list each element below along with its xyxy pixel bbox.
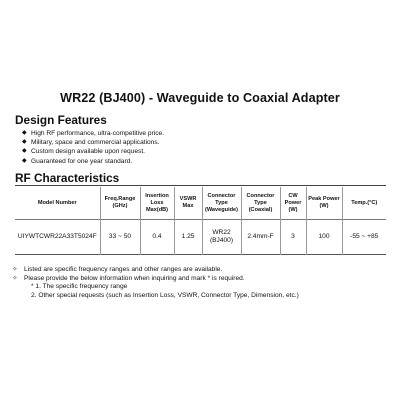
header-line: (GHz) (112, 203, 128, 209)
header-line: Insertion (145, 192, 169, 199)
feature-text: Custom design available upon request. (31, 148, 145, 156)
list-item (22, 129, 164, 138)
note-text: Please provide the below information when inquiring and mark * is required. (24, 274, 245, 282)
table-row (15, 220, 386, 255)
diamond-bullet-icon: ◆ (22, 139, 27, 146)
cell-line: 33 ~ 50 (108, 232, 132, 240)
header-line: (W) (319, 203, 329, 209)
column-header (15, 187, 100, 220)
table-cell (100, 220, 140, 255)
header-line: Connector (207, 192, 236, 199)
header-line: Connector (246, 192, 275, 199)
column-header (241, 187, 280, 220)
cell-line: 3 (291, 232, 295, 240)
diamond-bullet-icon: ◆ (22, 130, 27, 136)
table-cell (280, 220, 306, 255)
column-header (280, 187, 306, 220)
header-line: (Coaxial) (248, 206, 273, 213)
note-text: Listed are specific frequency ranges and other ranges are available. (24, 266, 223, 273)
column-header (140, 187, 174, 220)
cell-line: UIYWTCWR22A33T5024F (17, 232, 97, 240)
header-line: (W) (288, 206, 298, 213)
design-features-list (22, 129, 164, 166)
header-line: Freq.Range (104, 196, 136, 202)
column-header (342, 187, 386, 220)
table-cell (306, 220, 342, 255)
header-line: VSWR (179, 196, 197, 202)
note-item (12, 266, 299, 275)
column-header (306, 187, 342, 220)
header-line: (Waveguide) (204, 206, 239, 213)
column-header (174, 187, 202, 220)
four-point-star-icon: ✧ (12, 266, 18, 273)
header-line: Temp.(°C) (351, 199, 378, 206)
design-features-heading: Design Features (15, 113, 107, 127)
table-cell (15, 220, 100, 255)
cell-line: 0.4 (152, 232, 162, 240)
diamond-bullet-icon: ◆ (22, 157, 27, 164)
header-line: Max(dB) (145, 206, 169, 213)
heading-divider (15, 185, 386, 186)
list-item (22, 147, 164, 156)
rf-characteristics-heading: RF Characteristics (15, 171, 120, 185)
notes-section (12, 266, 299, 300)
page-title: WR22 (BJ400) - Waveguide to Coaxial Adapter (60, 91, 340, 105)
diamond-bullet-icon: ◆ (22, 148, 27, 155)
cell-line: (BJ400) (209, 237, 234, 244)
header-line: Model Number (37, 199, 77, 206)
header-line: Type (254, 199, 267, 206)
table-header-row (15, 187, 386, 220)
table-body (15, 220, 386, 255)
cell-line: 2.4mm-F (247, 232, 274, 240)
cell-line: 1.25 (181, 232, 195, 240)
header-line: Type (215, 199, 228, 206)
cell-line: 100 (318, 232, 330, 240)
table-cell (140, 220, 174, 255)
table-cell (174, 220, 202, 255)
note-sub-item: * 1. The specific frequency range (31, 283, 128, 291)
feature-text: Guaranteed for one year standard. (31, 157, 133, 165)
list-item (22, 157, 164, 166)
header-line: Peak Power (308, 196, 340, 202)
rf-characteristics-table (15, 187, 386, 255)
list-item (22, 138, 164, 147)
header-line: CW (288, 192, 298, 199)
feature-text: Military, space and commercial applications. (31, 139, 160, 147)
header-line: Max (182, 203, 194, 209)
feature-text: High RF performance, ultra-competitive price. (31, 130, 165, 137)
note-sub-item: 2. Other special requests (such as Insertion Loss, VSWR, Connector Type, Dimension, etc.) (31, 291, 299, 299)
note-item (12, 275, 299, 284)
column-header (202, 187, 241, 220)
column-header (100, 187, 140, 220)
table-cell (241, 220, 280, 255)
header-line: Loss (150, 199, 164, 206)
table-cell (202, 220, 241, 255)
cell-line: -55 ~ +85 (350, 232, 379, 240)
header-line: Power (284, 199, 302, 206)
table-cell (342, 220, 386, 255)
four-point-star-icon: ✧ (12, 274, 18, 282)
cell-line: WR22 (212, 228, 231, 236)
